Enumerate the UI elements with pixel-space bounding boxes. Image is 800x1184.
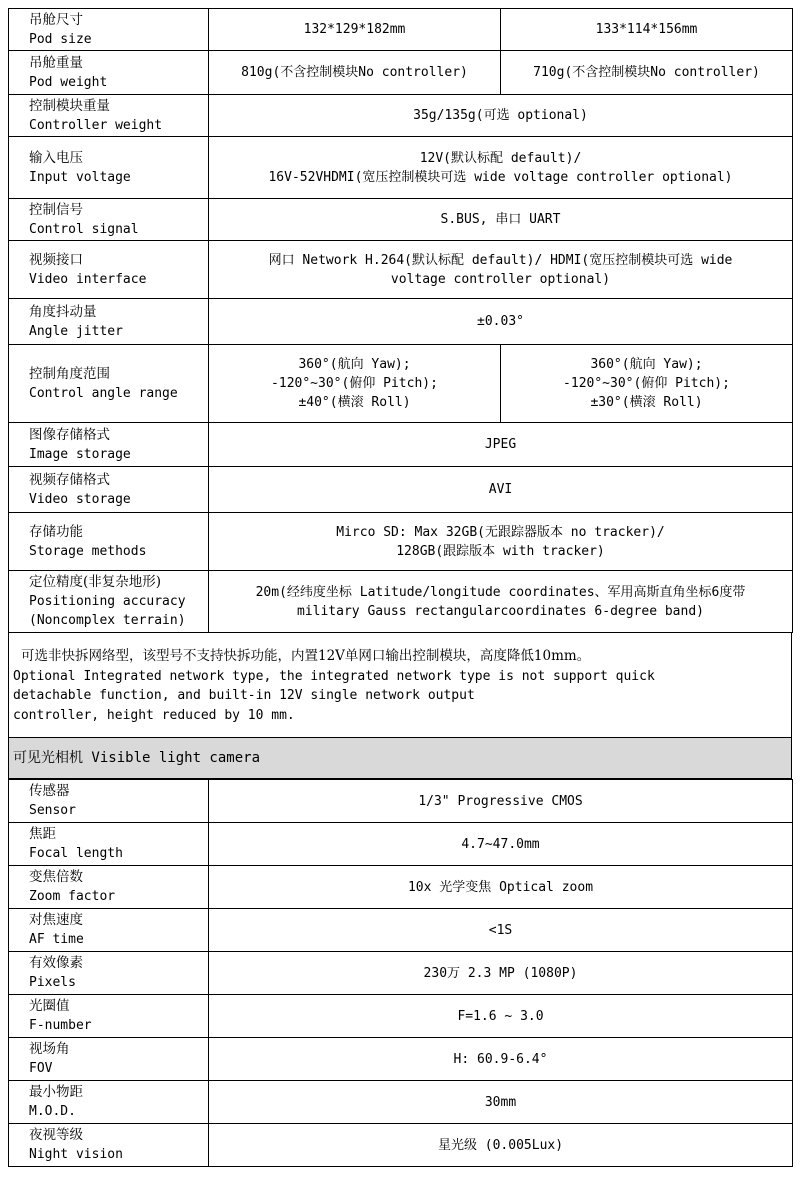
camera-spec-value: 星光级 (0.005Lux) [209,1124,793,1167]
spec-label [9,423,209,467]
spec-label [9,299,209,345]
camera-spec-label-cn: 视场角 [29,1041,70,1057]
pod-spec-row [9,513,793,571]
spec-label [9,95,209,137]
camera-spec-row [9,780,793,823]
camera-spec-label [9,909,209,952]
camera-spec-row [9,952,793,995]
camera-spec-row [9,866,793,909]
camera-spec-value: 10x 光学变焦 Optical zoom [209,866,793,909]
camera-spec-label [9,952,209,995]
camera-spec-label-en: FOV [29,1061,53,1076]
spec-label-en: Angle jitter [29,323,123,339]
network-type-note [8,633,792,738]
camera-spec-value: 30mm [209,1081,793,1124]
spec-label-en: Control angle range [29,385,178,401]
camera-spec-label-en: Zoom factor [29,889,116,904]
camera-spec-label-cn: 传感器 [29,783,70,799]
pod-spec-row [9,137,793,199]
spec-label-cn: 图像存储格式 [29,426,110,443]
camera-spec-label [9,823,209,866]
note-en-2: detachable function, and built-in 12V single network output [13,688,475,703]
spec-value: 132*129*182mm [209,9,501,51]
camera-spec-row [9,909,793,952]
camera-spec-row [9,823,793,866]
camera-spec-label [9,1038,209,1081]
camera-spec-label-en: Sensor [29,803,76,818]
spec-value: 网口 Network H.264(默认标配 default)/ HDMI(宽压控制模块可选 wide voltage controller optional) [209,241,793,299]
spec-label [9,199,209,241]
spec-label-cn: 定位精度(非复杂地形) [29,574,162,590]
pod-spec-row [9,467,793,513]
spec-label-en: Positioning accuracy (Noncomplex terrain) [29,594,186,628]
camera-section-header [8,738,792,779]
camera-spec-label-cn: 最小物距 [29,1084,83,1100]
spec-label-en: Input voltage [29,169,131,185]
spec-value: 35g/135g(可选 optional) [209,95,793,137]
camera-spec-row [9,1038,793,1081]
camera-spec-label-en: Pixels [29,975,76,990]
spec-label-en: Video interface [29,271,147,287]
camera-spec-value: 1/3" Progressive CMOS [209,780,793,823]
camera-spec-row [9,1124,793,1167]
camera-spec-label [9,780,209,823]
spec-label-cn: 角度抖动量 [29,303,97,320]
spec-label-cn: 存储功能 [29,523,83,540]
note-cn: 可选非快拆网络型，该型号不支持快拆功能，内置12V单网口输出控制模块，高度降低10mm。 [21,648,591,664]
spec-value: 710g(不含控制模块No controller) [501,51,793,95]
spec-label-en: Storage methods [29,543,147,559]
spec-value: 133*114*156mm [501,9,793,51]
spec-label-cn: 吊舱重量 [29,54,83,71]
pod-spec-row [9,345,793,423]
spec-value: S.BUS, 串口 UART [209,199,793,241]
camera-spec-label-cn: 夜视等级 [29,1127,83,1143]
spec-label-cn: 输入电压 [29,149,83,166]
pod-spec-row [9,423,793,467]
spec-label-cn: 控制信号 [29,201,83,218]
camera-spec-label-en: Night vision [29,1147,123,1162]
camera-spec-label-cn: 光圈值 [29,998,70,1014]
spec-label-cn: 控制模块重量 [29,97,110,114]
spec-label-en: Controller weight [29,117,163,133]
spec-value: 12V(默认标配 default)/ 16V-52VHDMI(宽压控制模块可选 wide voltage controller optional) [209,137,793,199]
spec-label-cn: 视频存储格式 [29,471,110,488]
camera-spec-label-cn: 有效像素 [29,955,83,971]
spec-label [9,571,209,633]
spec-label-en: Image storage [29,446,131,462]
spec-label [9,137,209,199]
camera-spec-row [9,995,793,1038]
camera-spec-label [9,866,209,909]
spec-value: ±0.03° [209,299,793,345]
pod-spec-row [9,299,793,345]
note-en-3: controller, height reduced by 10 mm. [13,707,295,723]
spec-value: 810g(不含控制模块No controller) [209,51,501,95]
pod-spec-row [9,199,793,241]
pod-spec-row [9,9,793,51]
spec-label [9,467,209,513]
spec-label-en: Pod weight [29,74,108,90]
pod-spec-row [9,51,793,95]
camera-section-title: 可见光相机 Visible light camera [13,750,261,766]
spec-label [9,9,209,51]
spec-value: 360°(航向 Yaw); -120°~30°(俯仰 Pitch); ±30°(横滚 Roll) [501,345,793,423]
camera-spec-label-cn: 焦距 [29,826,56,842]
camera-spec-label-en: M.O.D. [29,1104,76,1119]
pod-spec-row [9,571,793,633]
camera-spec-label [9,1124,209,1167]
camera-spec-value: <1S [209,909,793,952]
spec-value: AVI [209,467,793,513]
pod-spec-row [9,241,793,299]
camera-spec-label-en: AF time [29,932,84,947]
camera-spec-value: 230万 2.3 MP (1080P) [209,952,793,995]
camera-spec-label-cn: 对焦速度 [29,912,83,928]
spec-value: JPEG [209,423,793,467]
spec-label [9,345,209,423]
camera-spec-value: 4.7~47.0mm [209,823,793,866]
spec-value: 20m(经纬度坐标 Latitude/longitude coordinates、军用高斯直角坐标6度带 military Gauss rectangularcoordinates 6-degree band) [209,571,793,633]
camera-spec-value: F=1.6 ~ 3.0 [209,995,793,1038]
camera-spec-value: H: 60.9-6.4° [209,1038,793,1081]
camera-spec-label [9,1081,209,1124]
spec-label [9,513,209,571]
spec-label-cn: 控制角度范围 [29,365,110,382]
spec-value: 360°(航向 Yaw); -120°~30°(俯仰 Pitch); ±40°(横滚 Roll) [209,345,501,423]
pod-spec-row [9,95,793,137]
camera-spec-label [9,995,209,1038]
spec-label-en: Video storage [29,491,131,507]
spec-label [9,241,209,299]
spec-label [9,51,209,95]
spec-sheet [8,8,792,1167]
camera-spec-label-en: F-number [29,1018,92,1033]
spec-label-cn: 吊舱尺寸 [29,11,83,28]
note-en-1: Optional Integrated network type, the integrated network type is not support quick [13,668,655,684]
spec-label-en: Control signal [29,221,139,237]
camera-spec-table [8,779,793,1167]
camera-spec-label-en: Focal length [29,846,123,861]
camera-spec-label-cn: 变焦倍数 [29,869,83,885]
spec-label-cn: 视频接口 [29,251,83,268]
spec-label-en: Pod size [29,31,92,47]
pod-spec-table [8,8,793,633]
camera-spec-row [9,1081,793,1124]
spec-value: Mirco SD: Max 32GB(无跟踪器版本 no tracker)/ 128GB(跟踪版本 with tracker) [209,513,793,571]
